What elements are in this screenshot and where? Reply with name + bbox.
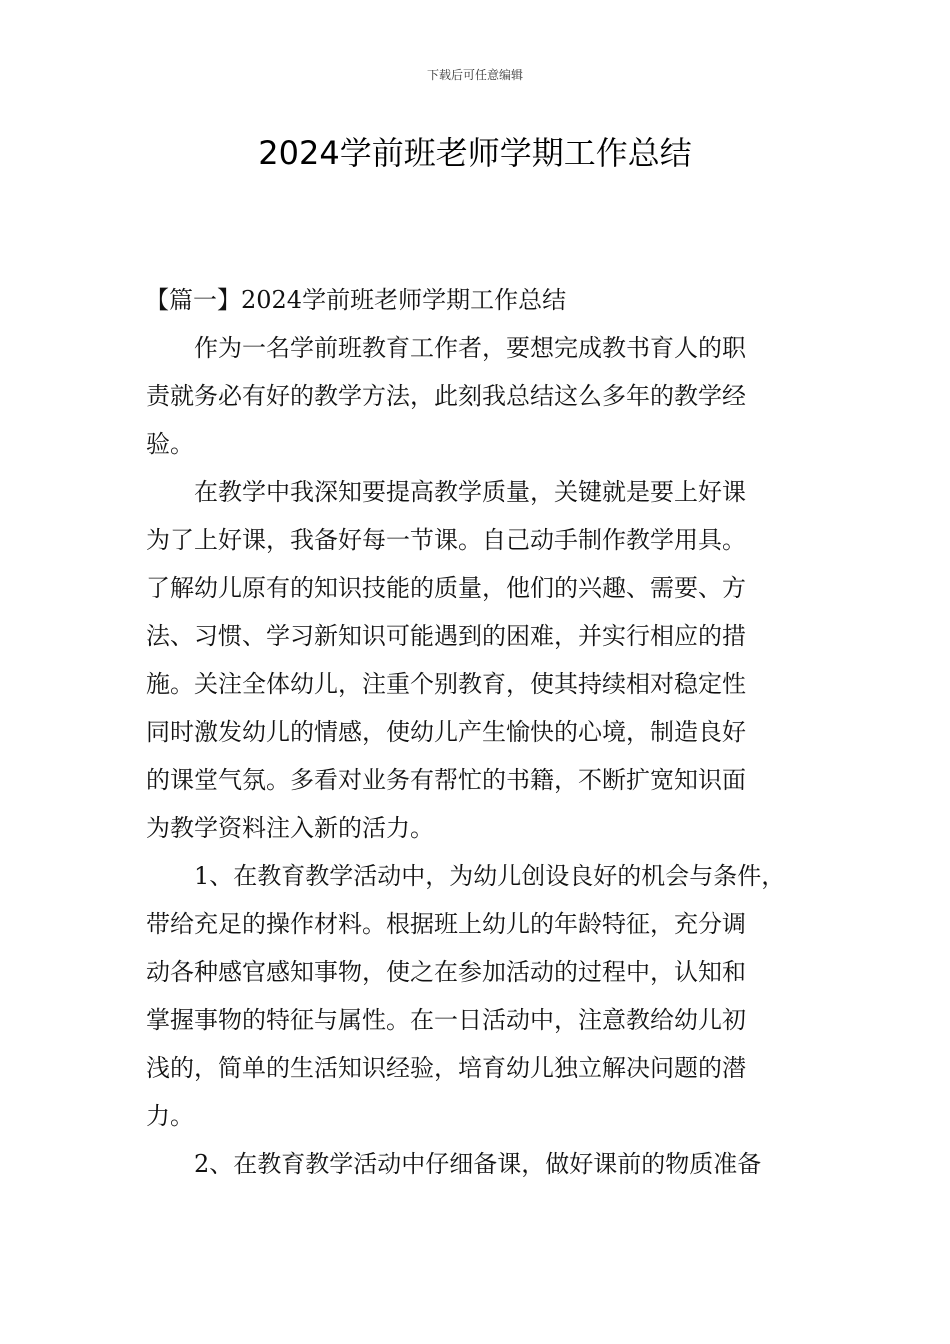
paragraph-line: 作为一名学前班教育工作者，要想完成教书育人的职 xyxy=(146,334,746,362)
paragraph-line: 力。 xyxy=(146,1102,194,1130)
paragraph-line: 了解幼儿原有的知识技能的质量，他们的兴趣、需要、方 xyxy=(146,574,746,602)
paragraph-line: 责就务必有好的教学方法，此刻我总结这么多年的教学经 xyxy=(146,382,746,410)
paragraph-line: 动各种感官感知事物，使之在参加活动的过程中，认知和 xyxy=(146,958,746,986)
paragraph-line: 带给充足的操作材料。根据班上幼儿的年龄特征，充分调 xyxy=(146,910,746,938)
paragraph-line: 的课堂气氛。多看对业务有帮忙的书籍，不断扩宽知识面 xyxy=(146,766,746,794)
header-note: 下载后可任意编辑 xyxy=(426,68,523,82)
document-title: 2024学前班老师学期工作总结 xyxy=(258,134,692,172)
paragraph-line: 1、在教育教学活动中，为幼儿创设良好的机会与条件， xyxy=(146,862,786,890)
paragraph-line: 掌握事物的特征与属性。在一日活动中，注意教给幼儿初 xyxy=(146,1006,746,1034)
paragraph-line: 同时激发幼儿的情感，使幼儿产生愉快的心境，制造良好 xyxy=(146,718,746,746)
paragraph-line: 为教学资料注入新的活力。 xyxy=(146,814,434,842)
paragraph-line: 浅的，简单的生活知识经验，培育幼儿独立解决问题的潜 xyxy=(146,1054,746,1082)
paragraph-line: 2、在教育教学活动中仔细备课，做好课前的物质准备 xyxy=(146,1150,762,1178)
paragraph-line: 法、习惯、学习新知识可能遇到的困难，并实行相应的措 xyxy=(146,622,746,650)
document-body xyxy=(146,280,816,1192)
paragraph-line: 施。关注全体幼儿，注重个别教育，使其持续相对稳定性 xyxy=(146,670,746,698)
paragraph-line: 验。 xyxy=(146,430,194,458)
paragraph-line: 在教学中我深知要提高教学质量，关键就是要上好课 xyxy=(146,478,746,506)
section-heading: 【篇一】2024学前班老师学期工作总结 xyxy=(145,286,567,314)
paragraph-line: 为了上好课，我备好每一节课。自己动手制作教学用具。 xyxy=(146,526,746,554)
